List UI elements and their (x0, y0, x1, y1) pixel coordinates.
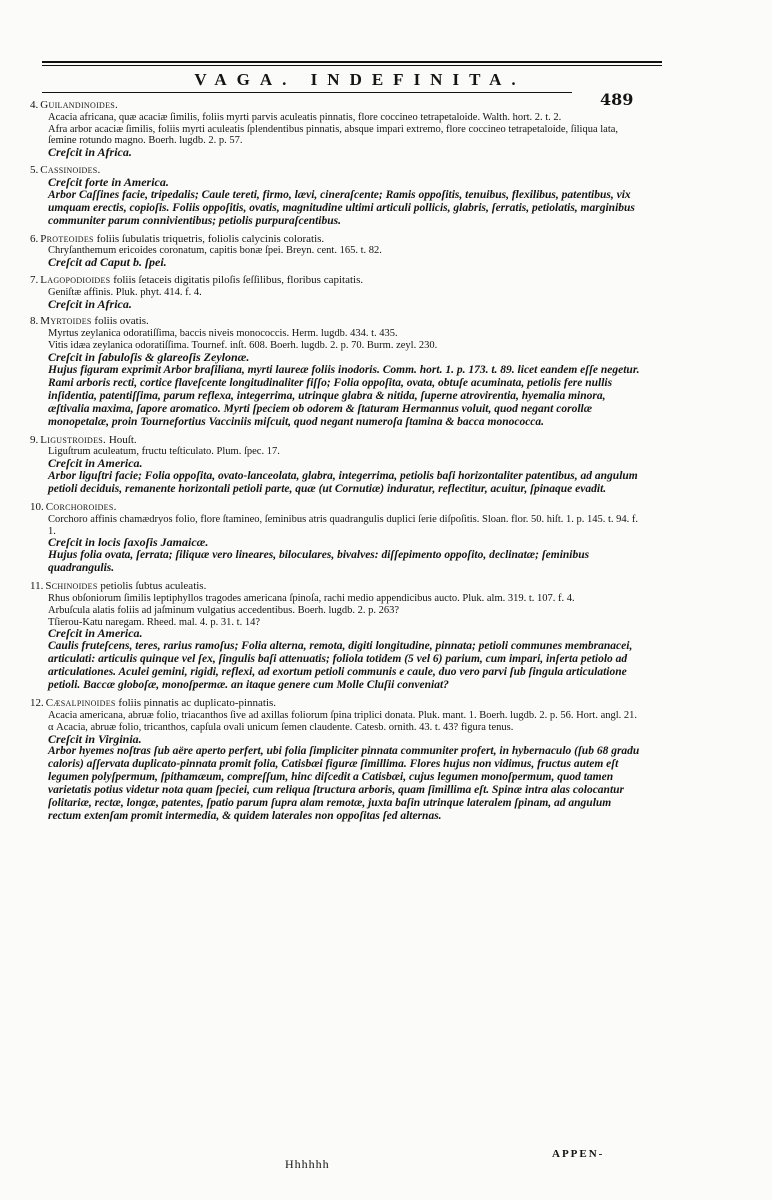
entry-number: 11. (30, 580, 44, 593)
entry (30, 435, 642, 496)
entry (30, 698, 642, 823)
entry-heading (30, 234, 642, 246)
habitat-line: Creſcit ad Caput b. ſpei. (48, 255, 167, 270)
entry-number: 5. (30, 163, 39, 176)
synonym-line: Liguſtrum aculeatum, fructu teſticulato. Plum. ſpec. 17. (48, 446, 280, 458)
description: Arbor Caſſines facie, tripedalis; Caule tereti, firmo, lævi, cineraſcente; Ramis oppoſitis, tenuibus, flexilibus, patentibus, vix umquam erectis, copioſis. Foliis oppoſitis, ovatis, magnitudine ultimi articuli pollicis, glabris, ſerratis, petiolatis, marginibus communiter parum connivientibus; petiolis purpuraſcentibus. (48, 188, 635, 227)
description: Hujus folia ovata, ſerrata; ſiliquæ vero lineares, biloculares, bivalves: diſſepimento oppoſito, declinatæ; ſeminibus quadrangulis. (48, 549, 590, 575)
entry (30, 234, 642, 269)
habitat-line: Creſcit forte in America. (48, 174, 169, 189)
signature-mark: Hhhhhh (285, 1157, 330, 1171)
genus-name: Cassinoides. (40, 163, 101, 176)
description: Hujus figuram exprimit Arbor braſiliana, myrti laureæ foliis inodoris. Comm. hort. 1. p. 173. t. 89. licet eandem eſſe negetur. Rami arboris recti, cortice flaveſcente longitudinaliter fiſſo; Folia oppoſita, ovata, obtuſe acuminata, petiolis fere nullis inſidentia, patentiſſima, parum reflexa, integerrima, utrinque glabra & nitida, ſuperne atrovirentia, hyemalia minora, æſtivalia maxima, ſapore aromatico. Myrti ſpeciem ob odorem & ſtaturam Hermannus voluit, quod negant corollæ monopetalæ, proin Tournefortius Vacciniis miſcuit, quod negant numeroſa ſtamina & bacca monococca. (48, 363, 640, 428)
entry (30, 502, 642, 575)
entry-number: 7. (30, 273, 39, 286)
entry-number: 6. (30, 232, 39, 245)
entry (30, 316, 642, 428)
synonym-line: Rhus obſoniorum ſimilis leptiphyllos tragodes americana ſpinoſa, rachi medio appendicibus aucto. Pluk. alm. 319. t. 107. f. 4. (48, 592, 575, 604)
top-rule (42, 61, 662, 63)
entry (30, 165, 642, 228)
genus-diagnosis: foliis ſubulatis triquetris, foliolis calycinis coloratis. (96, 232, 325, 245)
synonym-line: Arbuſcula alatis foliis ad jaſminum vulgatius accedentibus. Boerh. lugdb. 2. p. 263? (48, 604, 400, 616)
description: Arbor hyemes noſtras ſub aëre aperto perfert, ubi folia ſimpliciter pinnata communiter profert, in hybernaculo (ſub 68 gradu caloris) aſſervata duplicato-pinnata promit folia, Catisbæi figuræ ſimillima. Flores hujus non vidimus, fructus autem eſt legumen polyſpermum, ſpithamæum, compreſſum, hinc diſcedit a Catisbæi, cujus legumen monoſpermum, quod tamen varietatis potius videtur nota quam ſpeciei, cum reliqua ſtructura arboris, quam ſimillima eſt. Spinæ intra alas colocantur ſolitariæ, rectæ, longæ, patentes, ſpatio parum ſupra alam remotæ, juxta baſin utrinque lateralem ſpinam, ad angulum rectum extenſam promit intermedia, & quidem laterales non oppoſitas ſed alternas. (48, 745, 640, 823)
habitat-line: Creſcit in Africa. (48, 145, 132, 160)
genus-name: Lagopodioides (40, 273, 111, 286)
genus-diagnosis: petiolis ſubtus aculeatis. (100, 580, 207, 593)
entry-number: 8. (30, 315, 39, 328)
entry-heading (30, 100, 642, 112)
habitat-line: Creſcit in America. (48, 626, 143, 641)
entry-heading (30, 698, 642, 710)
description: Caulis fruteſcens, teres, rarius ramoſus; Folia alterna, remota, digiti longitudine, pinnata; petioli communes membranacei, articulati: articulis quinque vel ſex, ſingulis baſi attenuatis; foliola totidem (5 vel 6) parium, cum impari, inſerta petiolo ad articulationes. Aculei gemini, rigidi, reflexi, ad exortum petioli communis e caule, duo vero parvi ſub ſingula articulatione petioli. Baccæ globoſæ, monoſpermæ. an itaque genere cum Molle Cluſii conveniat? (48, 640, 633, 692)
catchword: APPEN- (552, 1148, 605, 1160)
habitat-line: Creſcit in Africa. (48, 296, 132, 311)
entry-number: 4. (30, 99, 39, 111)
genus-name: Myrtoides (40, 315, 92, 328)
synonym-line: Chryſanthemum ericoides coronatum, capitis bonæ ſpei. Breyn. cent. 165. t. 82. (48, 245, 382, 257)
entry-heading (30, 316, 642, 328)
entry-heading (30, 581, 642, 593)
description: Arbor liguſtri facie; Folia oppoſita, ovato-lanceolata, glabra, integerrima, petiolis baſi horizontaliter patentibus, ad angulum petioli deciduis, remanente horizontali petioli parte, quæ (ut Cornutiæ) induratur, reflectitur, acuitur, ſpinaque evadit. (48, 469, 638, 495)
running-header: VAGA. INDEFINITA. (194, 70, 526, 89)
entry-number: 10. (30, 500, 44, 513)
top-rule-thin (42, 65, 662, 66)
habitat-line: Creſcit in ſabuloſis & glareoſis Zeylonæ. (48, 349, 250, 364)
genus-name: Proteoides (40, 232, 94, 245)
synonym-line: α Acacia, abruæ folio, tricanthos, capſula ovali unicum ſemen claudente. Catesb. ornith. 43. t. 43? figura tenus. (48, 721, 514, 733)
synonym-line: Vitis idæa zeylanica odoratiſſima. Tournef. inſt. 608. Boerh. lugdb. 2. p. 70. Burm. zeyl. 230. (48, 339, 438, 351)
synonym-line: Afra arbor acaciæ ſimilis, foliis myrti aculeatis ſplendentibus pinnatis, absque impari extremo, flore coccineo tetrapetaloide, ſiliqua lata, ſemine rotundo magno. Boerh. lugdb. 2. p. 57. (48, 123, 619, 147)
genus-name: Guilandinoides. (40, 99, 119, 111)
habitat-line: Creſcit in locis ſaxoſis Jamaicæ. (48, 535, 209, 550)
entry-number: 12. (30, 697, 44, 710)
entry (30, 275, 642, 310)
synonym-line: Acacia americana, abruæ folio, triacanthos ſive ad axillas foliorum ſpina triplici donata. Pluk. mant. 1. Boerh. lugdb. 2. p. 56. Hort. angl. 21. (48, 709, 638, 721)
synonym-line: Tſierou-Katu naregam. Rheed. mal. 4. p. 31. t. 14? (48, 616, 260, 628)
entry-heading (30, 435, 642, 447)
synonym-line: Acacia africana, quæ acaciæ ſimilis, foliis myrti parvis aculeatis pinnatis, flore coccineo tetrapetaloide. Walth. hort. 2. t. 2. (48, 111, 562, 123)
entry (30, 581, 642, 692)
habitat-line: Creſcit in Virginia. (48, 731, 142, 746)
genus-name: Corchoroides. (45, 500, 117, 513)
entry (30, 100, 642, 159)
synonym-line: Myrtus zeylanica odoratiſſima, baccis niveis monococcis. Herm. lugdb. 434. t. 435. (48, 328, 398, 340)
synonym-line: Geniſtæ affinis. Pluk. phyt. 414. f. 4. (48, 286, 202, 298)
genus-diagnosis: foliis ſetaceis digitatis piloſis ſeſſilibus, floribus capitatis. (113, 273, 364, 286)
page-number: 489 (600, 90, 634, 109)
synonym-line: Corchoro affinis chamædryos folio, flore ſtamineo, ſeminibus atris quadrangulis duplici ſerie diſpoſitis. Sloan. flor. 50. hiſt. 1. p. 145. t. 94. f. 1. (48, 513, 639, 537)
habitat-line: Creſcit in America. (48, 456, 143, 471)
text-body (30, 100, 642, 829)
entry-heading (30, 502, 642, 514)
header-rule (42, 92, 572, 93)
genus-name: Cæsalpinoides (45, 697, 116, 710)
genus-diagnosis: foliis ovatis. (94, 315, 149, 328)
entry-heading (30, 275, 642, 287)
genus-name: Schinoides (45, 580, 98, 593)
entry-number: 9. (30, 433, 39, 446)
genus-diagnosis: foliis pinnatis ac duplicato-pinnatis. (118, 697, 277, 710)
genus-name: Ligustroides. (40, 433, 107, 446)
genus-diagnosis: Houſt. (108, 433, 137, 446)
